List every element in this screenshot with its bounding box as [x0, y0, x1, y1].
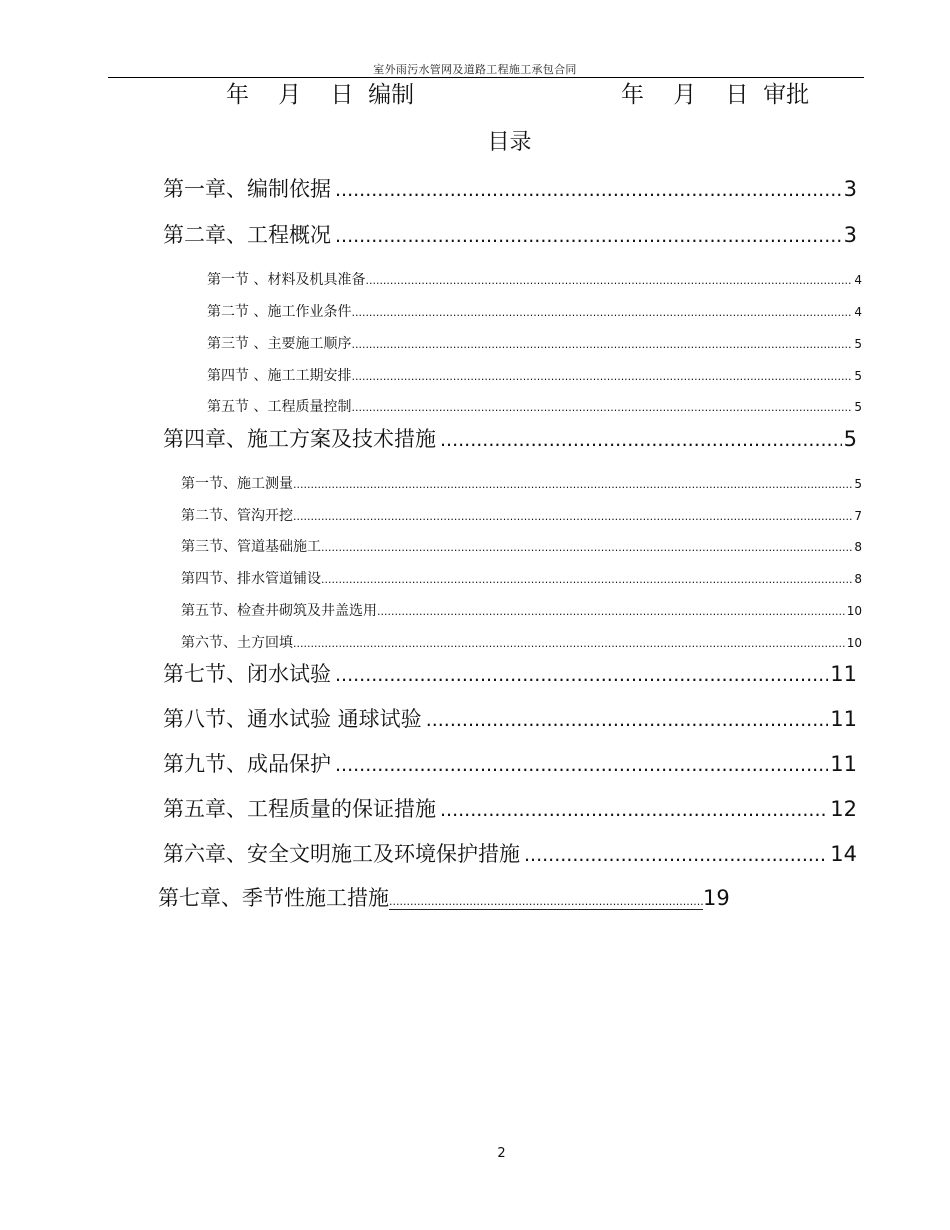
toc-page-number: 12 — [830, 797, 857, 821]
toc-entry[interactable] — [163, 706, 857, 732]
toc-leader — [351, 336, 852, 354]
toc-page-number: 8 — [854, 540, 862, 554]
toc-page-number: 11 — [830, 707, 857, 731]
toc-leader — [351, 368, 852, 386]
toc-page-number: 10 — [846, 604, 862, 618]
toc-page-number: 10 — [846, 636, 862, 650]
toc-entry-label: 第三节、管道基础施工 — [181, 539, 321, 555]
toc-entry[interactable] — [163, 796, 857, 822]
toc-page-number: 5 — [854, 477, 862, 491]
toc-entry-label: 第四节、排水管道铺设 — [181, 571, 321, 587]
toc-entry[interactable] — [181, 570, 862, 588]
toc-page-number: 11 — [830, 662, 857, 686]
toc-entry[interactable] — [158, 884, 730, 912]
page-number: 2 — [497, 1146, 506, 1161]
toc-entry[interactable] — [163, 222, 857, 248]
toc-title: 目录 — [487, 130, 532, 155]
toc-leader — [331, 223, 842, 249]
toc-entry[interactable] — [163, 751, 857, 777]
toc-entry-label: 第一章、编制依据 — [163, 177, 331, 201]
toc-entry[interactable] — [163, 176, 857, 202]
toc-leader — [351, 399, 852, 417]
toc-entry-label: 第五章、工程质量的保证措施 — [163, 797, 436, 821]
toc-entry[interactable] — [207, 335, 862, 353]
toc-page-number: 5 — [854, 400, 862, 414]
toc-leader — [389, 895, 703, 910]
toc-page-number: 5 — [854, 337, 862, 351]
toc-entry-label: 第二章、工程概况 — [163, 223, 331, 247]
toc-entry-label: 第一节、施工测量 — [181, 476, 293, 492]
toc-entry-label: 第三节 、主要施工顺序 — [207, 336, 352, 352]
toc-entry[interactable] — [207, 398, 862, 416]
toc-leader — [520, 842, 828, 868]
toc-leader — [365, 272, 852, 290]
toc-entry-label: 第一节 、材料及机具准备 — [207, 272, 366, 288]
toc-page-number: 4 — [854, 273, 862, 287]
toc-entry[interactable] — [163, 426, 857, 452]
toc-leader — [331, 177, 842, 203]
toc-leader — [331, 752, 828, 778]
toc-page-number: 14 — [830, 842, 857, 866]
toc-entry-label: 第二节 、施工作业条件 — [207, 304, 352, 320]
toc-leader — [351, 304, 852, 322]
toc-entry-label: 第九节、成品保护 — [163, 752, 331, 776]
toc-leader — [293, 508, 852, 526]
toc-leader — [331, 662, 828, 688]
toc-entry-label: 第六节、土方回填 — [181, 635, 293, 651]
toc-entry[interactable] — [163, 661, 857, 687]
toc-entry[interactable] — [163, 841, 857, 867]
toc-page-number: 5 — [843, 427, 857, 451]
toc-page-number: 11 — [830, 752, 857, 776]
toc-page-number: 8 — [854, 572, 862, 586]
toc-entry[interactable] — [181, 634, 862, 652]
toc-entry-label: 第七章、季节性施工措施 — [158, 886, 389, 910]
toc-leader — [321, 539, 852, 557]
toc-leader — [436, 797, 828, 823]
toc-page-number: 3 — [843, 177, 857, 201]
running-header: 室外雨污水管网及道路工程施工承包合同 — [373, 63, 577, 76]
toc-entry-label: 第七节、闭水试验 — [163, 662, 331, 686]
toc-leader — [293, 635, 845, 653]
toc-page-number: 7 — [854, 509, 862, 523]
toc-page-number: 5 — [854, 369, 862, 383]
toc-entry-label: 第六章、安全文明施工及环境保护措施 — [163, 842, 520, 866]
toc-entry-label: 第四节 、施工工期安排 — [207, 368, 352, 384]
toc-leader — [422, 707, 829, 733]
toc-entry-label: 第五节、检查井砌筑及井盖选用 — [181, 603, 377, 619]
toc-entry-label: 第五节 、工程质量控制 — [207, 399, 352, 415]
toc-page-number: 19 — [703, 886, 730, 910]
toc-leader — [293, 476, 852, 494]
toc-entry[interactable] — [181, 538, 862, 556]
toc-entry-label: 第八节、通水试验 通球试验 — [163, 707, 422, 731]
toc-entry[interactable] — [207, 271, 862, 289]
toc-leader — [377, 603, 845, 621]
toc-entry[interactable] — [207, 303, 862, 321]
toc-page-number: 3 — [843, 223, 857, 247]
toc-leader — [436, 427, 842, 453]
toc-entry[interactable] — [207, 367, 862, 385]
toc-entry-label: 第二节、管沟开挖 — [181, 508, 293, 524]
toc-entry[interactable] — [181, 602, 862, 620]
toc-page-number: 4 — [854, 305, 862, 319]
approved-date-line: 年 月 日 审批 — [621, 82, 810, 108]
header-divider — [108, 77, 864, 78]
compiled-date-line: 年 月 日 编制 — [226, 82, 415, 108]
toc-entry[interactable] — [181, 507, 862, 525]
toc-entry[interactable] — [181, 475, 862, 493]
toc-leader — [321, 571, 852, 589]
toc-entry-label: 第四章、施工方案及技术措施 — [163, 427, 436, 451]
